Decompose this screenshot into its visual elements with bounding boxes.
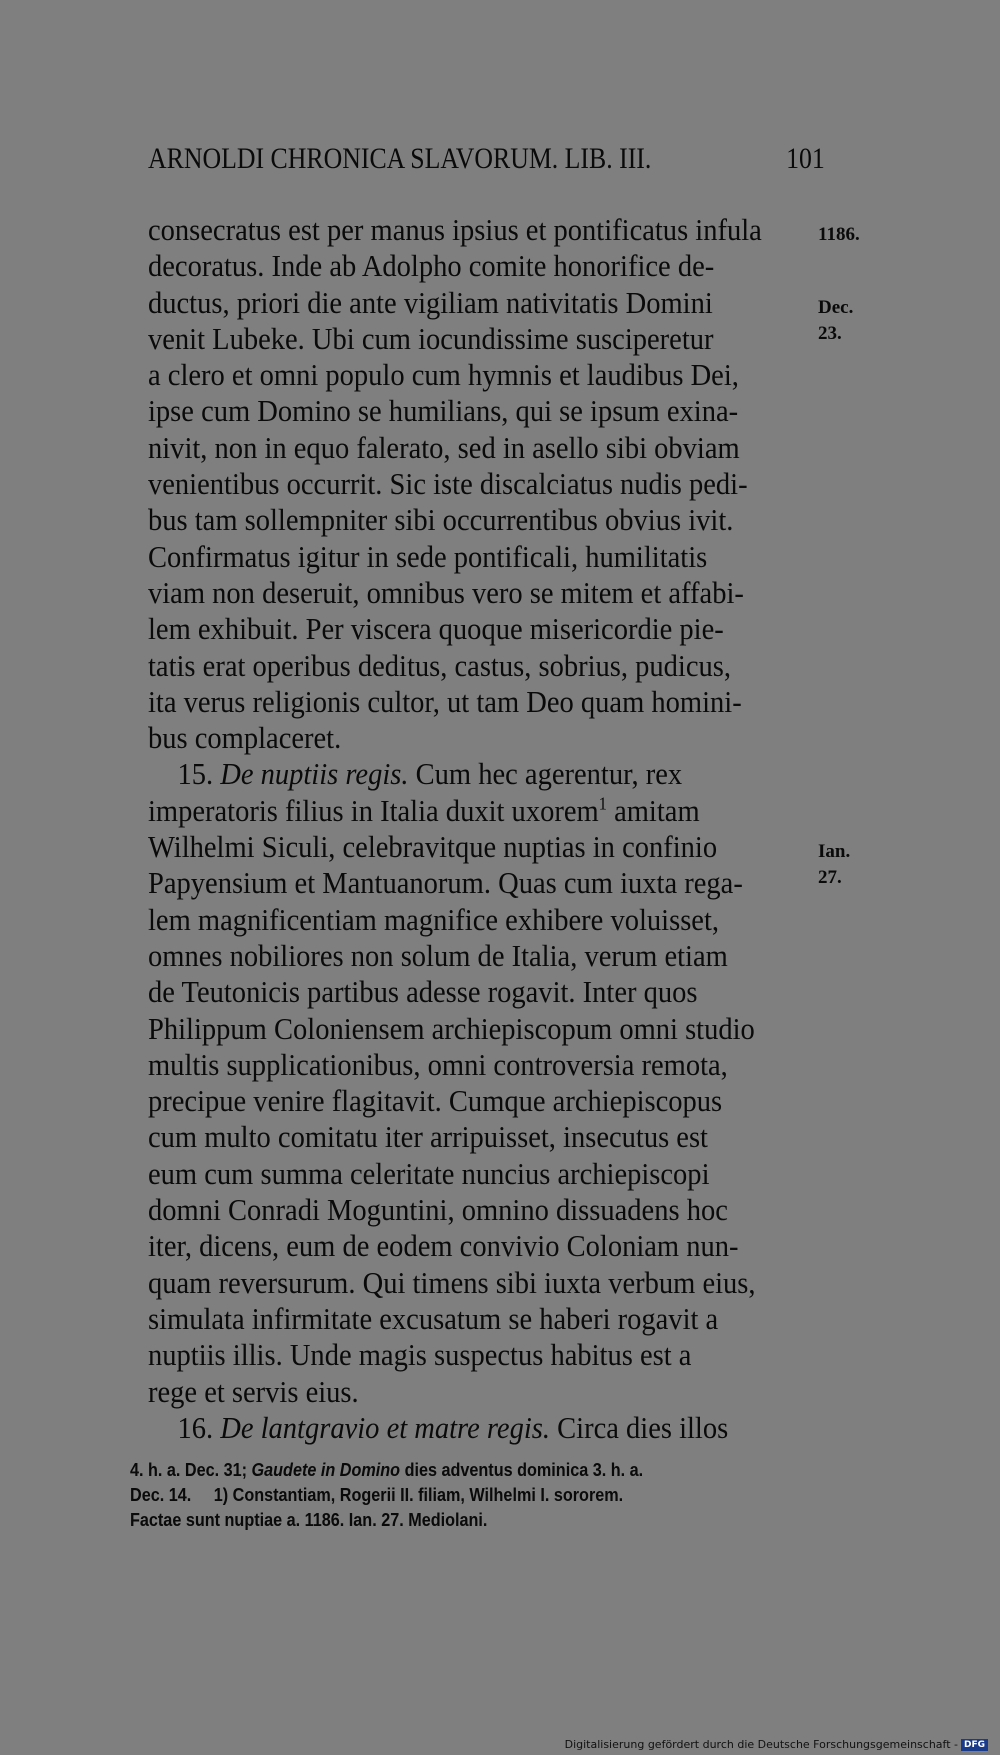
- text-line: consecratus est per manus ipsius et pontificatus infula: [148, 212, 762, 247]
- text-line: lem exhibuit. Per viscera quoque misericordie pie-: [148, 611, 724, 647]
- main-text: [148, 212, 810, 1446]
- text-line: ipse cum Domino se humilians, qui se ipsum exina-: [148, 393, 739, 429]
- text-line: venientibus occurrit. Sic iste discalciatus nudis pedi-: [148, 466, 748, 502]
- text-fragment: imperatoris filius in Italia duxit uxorem: [148, 792, 599, 828]
- section-number: 15.: [177, 756, 214, 792]
- text-fragment: Cum hec agerentur, rex: [415, 756, 683, 792]
- section-number: 16.: [177, 1409, 214, 1445]
- text-fragment: amitam: [606, 792, 700, 828]
- text-fragment: Gaudete in Domino: [251, 1460, 401, 1480]
- text-line: ita verus religionis cultor, ut tam Deo quam homini-: [148, 683, 742, 719]
- footnote-line: Dec. 14. 1) Constantiam, Rogerii II. filiam, Wilhelmi I. sororem.: [130, 1485, 624, 1505]
- text-line: precipue venire flagitavit. Cumque archiepiscopus: [148, 1083, 723, 1119]
- text-fragment: Circa dies illos: [557, 1409, 729, 1445]
- text-line: lem magnificentiam magnifice exhibere voluisset,: [148, 901, 720, 937]
- text-line: decoratus. Inde ab Adolpho comite honorifice de-: [148, 248, 715, 284]
- text-line: iter, dicens, eum de eodem convivio Coloniam nun-: [148, 1228, 739, 1264]
- section-title: De lantgravio et matre regis.: [220, 1409, 550, 1445]
- section-heading-line: [148, 756, 757, 792]
- text-line: a clero et omni populo cum hymnis et laudibus Dei,: [148, 357, 739, 393]
- text-line: de Teutonicis partibus adesse rogavit. Inter quos: [148, 974, 698, 1010]
- text-line: rege et servis eius.: [148, 1373, 359, 1409]
- running-header: [148, 142, 825, 178]
- text-line: nuptiis illis. Unde magis suspectus habitus est a: [148, 1337, 692, 1373]
- text-line: bus complaceret.: [148, 720, 342, 756]
- text-line: nivit, non in equo falerato, sed in asello sibi obviam: [148, 429, 740, 465]
- margin-note-day: 23.: [818, 323, 842, 344]
- text-line: bus tam sollempniter sibi occurrentibus obvius ivit.: [148, 502, 734, 538]
- margin-note-day: 27.: [818, 867, 842, 888]
- text-fragment: dies adventus dominica 3. h. a.: [400, 1460, 644, 1480]
- footnote-ref: 1: [598, 793, 607, 814]
- running-title: ARNOLDI CHRONICA SLAVORUM. LIB. III.: [148, 142, 652, 175]
- text-line: venit Lubeke. Ubi cum iocundissime susciperetur: [148, 320, 714, 356]
- text-line: Wilhelmi Siculi, celebravitque nuptias in confinio: [148, 829, 718, 865]
- text-line: Papyensium et Mantuanorum. Quas cum iuxta rega-: [148, 865, 743, 901]
- dfg-logo: DFG: [961, 1739, 988, 1751]
- text-line: ductus, priori die ante vigiliam nativitatis Domini: [148, 284, 713, 320]
- text-line: omnes nobiliores non solum de Italia, verum etiam: [148, 937, 728, 973]
- digitization-credit: [565, 1738, 988, 1751]
- page-number: 101: [786, 142, 825, 175]
- margin-note-month: Ian.: [818, 841, 851, 862]
- footnote-line: Factae sunt nuptiae a. 1186. Ian. 27. Mediolani.: [130, 1510, 488, 1530]
- text-line: cum multo comitatu iter arripuisset, insecutus est: [148, 1119, 708, 1155]
- text-line: Philippum Coloniensem archiepiscopum omni studio: [148, 1010, 755, 1046]
- footnotes: [130, 1458, 810, 1533]
- footnote-line: [130, 1458, 742, 1483]
- margin-note-month: Dec.: [818, 297, 854, 318]
- text-line: [148, 793, 757, 829]
- text-line: quam reversurum. Qui timens sibi iuxta verbum eius,: [148, 1264, 756, 1300]
- margin-note-year: 1186.: [818, 224, 860, 245]
- section-title: De nuptiis regis.: [220, 756, 409, 792]
- text-line: multis supplicationibus, omni controversia remota,: [148, 1046, 728, 1082]
- text-fragment: 4. h. a. Dec. 31;: [130, 1460, 252, 1480]
- text-line: viam non deseruit, omnibus vero se mitem et affabi-: [148, 574, 744, 610]
- text-line: simulata infirmitate excusatum se haberi rogavit a: [148, 1300, 719, 1336]
- text-line: tatis erat operibus deditus, castus, sobrius, pudicus,: [148, 647, 731, 683]
- text-line: domni Conradi Moguntini, omnino dissuadens hoc: [148, 1192, 728, 1228]
- text-line: eum cum summa celeritate nuncius archiepiscopi: [148, 1155, 710, 1191]
- text-line: Confirmatus igitur in sede pontificali, humilitatis: [148, 538, 708, 574]
- section-heading-line: [148, 1410, 757, 1446]
- credit-text: Digitalisierung gefördert durch die Deutsche Forschungsgemeinschaft -: [564, 1738, 958, 1751]
